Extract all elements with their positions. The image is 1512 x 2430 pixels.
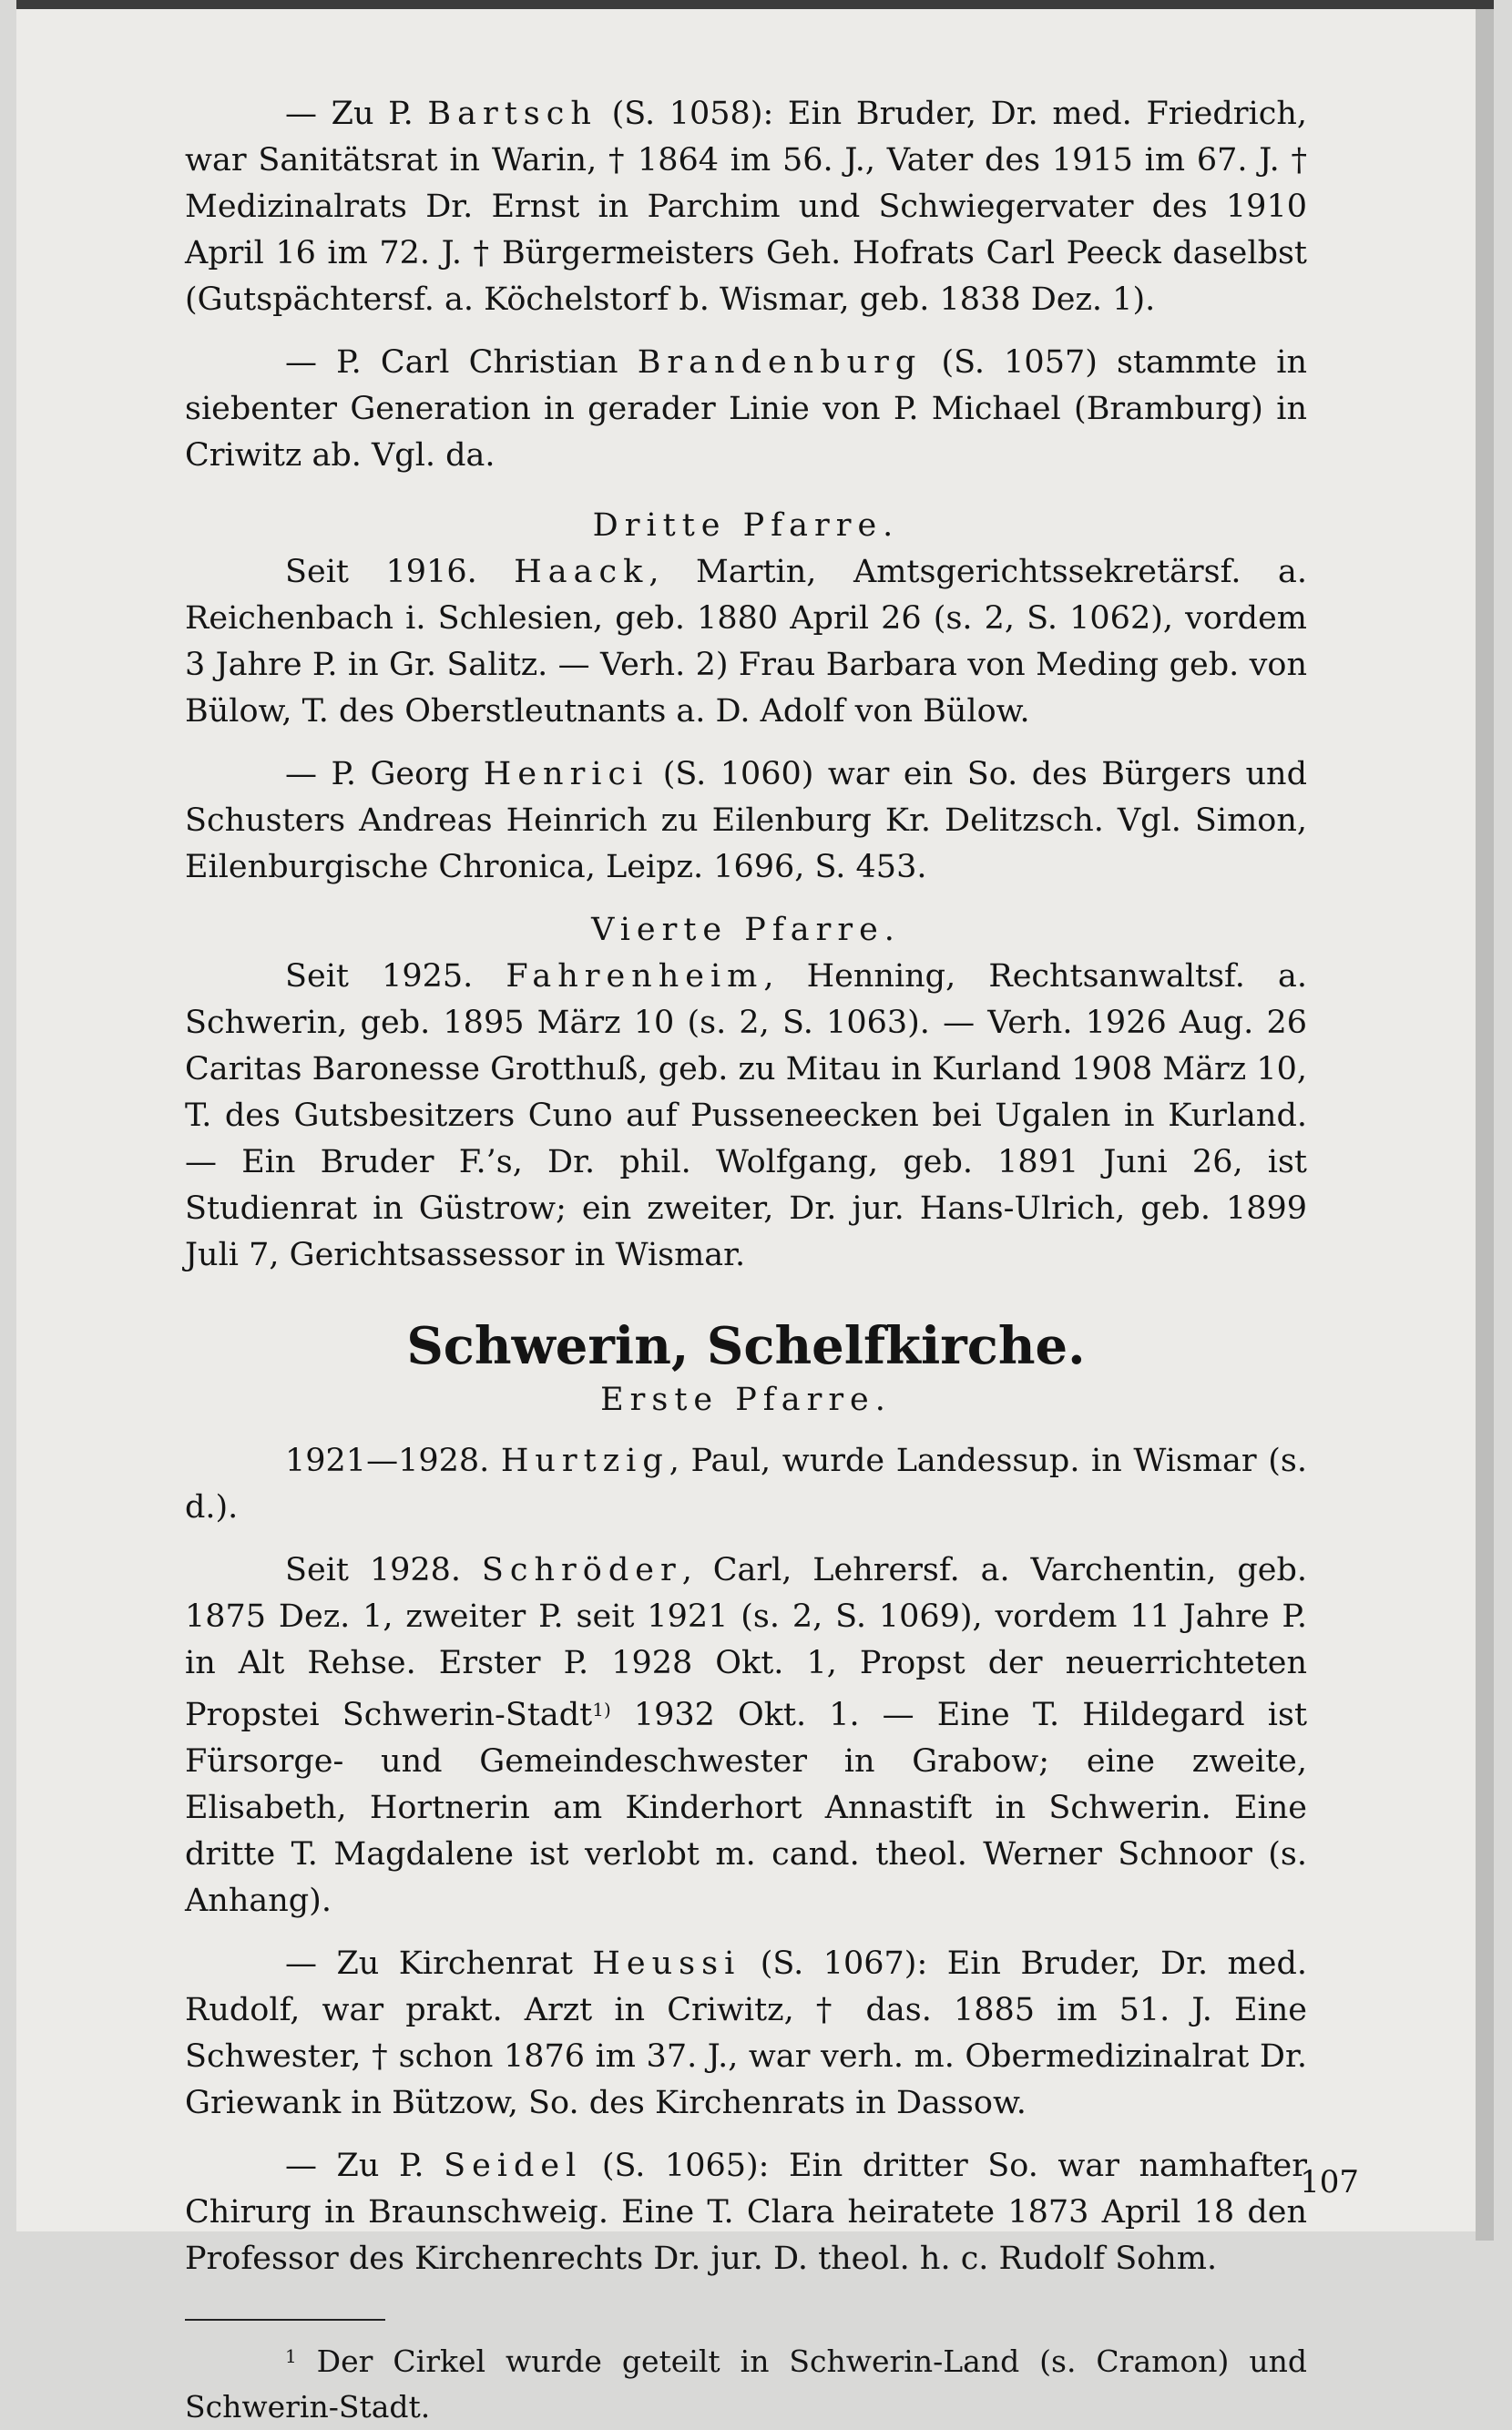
section-heading-dritte: Dritte Pfarre. xyxy=(592,507,900,544)
paragraph-text: (S. 1060) war ein So. des Bürgers und Schusters Andreas Heinrich zu Eilenburg Kr. Delitzsch. Vgl. Simon, Eilenburgische Chronica, Leipz. 1696, S. 453. xyxy=(185,756,1307,885)
paragraph-prefix: Seit 1916. xyxy=(285,554,515,590)
paragraph-prefix: 1921—1928. xyxy=(285,1443,501,1479)
section-title-schwerin: Schwerin, Schelfkirche. xyxy=(406,1316,1086,1376)
person-name: Seidel xyxy=(444,2148,583,2184)
paragraph-text: (S. 1057) stammte in siebenter Generation in gerader Linie von P. Michael (Bramburg) in Criwitz ab. Vgl. da. xyxy=(185,344,1307,474)
paragraph-prefix: — P. Carl Christian xyxy=(285,344,638,381)
footnote-body: Der Cirkel wurde geteilt in Schwerin-Land (s. Cramon) und Schwerin-Stadt. xyxy=(185,2343,1307,2425)
paragraph-text: 1932 Okt. 1. — Eine T. Hildegard ist Fürsorge- und Gemeindeschwester in Grabow; eine zweite, Elisabeth, Hortnerin am Kinderhort Annastift in Schwerin. Eine dritte T. Magdalene ist verlobt m. cand. theol. Werner Schnoor (s. Anhang). xyxy=(185,1697,1308,1919)
footnote xyxy=(185,2333,1307,2430)
paragraph-text: , Henning, Rechtsanwaltsf. a. Schwerin, geb. 1895 März 10 (s. 2, S. 1063). — Verh. 1926 Aug. 26 Caritas Baronesse Grotthuß, geb. zu Mitau in Kurland 1908 März 10, T. des Gutsbesitzers Cuno auf Pusseneecken bei Ugalen in Kurland. — Ein Bruder F.’s, Dr. phil. Wolfgang, geb. 1891 Juni 26, ist Studienrat in Güstrow; ein zweiter, Dr. jur. Hans-Ulrich, geb. 1899 Juli 7, Gerichtsassessor in Wismar. xyxy=(185,958,1307,1273)
section-heading-erste: Erste Pfarre. xyxy=(600,1382,892,1418)
section-heading-vierte: Vierte Pfarre. xyxy=(591,912,901,948)
person-name: Hurtzig xyxy=(500,1443,669,1479)
paragraph-hurtzig xyxy=(185,1438,1307,1531)
book-page xyxy=(16,0,1494,2425)
paragraph-text: (S. 1067): Ein Bruder, Dr. med. Rudolf, war prakt. Arzt in Criwitz, † das. 1885 im 51. J. Eine Schwester, † schon 1876 im 37. J., war verh. m. Obermedizinalrat Dr. Griewank in Bützow, So. des Kirchenrats in Dassow. xyxy=(185,1945,1307,2121)
paragraph-text: , Martin, Amtsgerichtssekretärsf. a. Reichenbach i. Schlesien, geb. 1880 April 26 (s. 2, S. 1062), vordem 3 Jahre P. in Gr. Salitz. — Verh. 2) Frau Barbara von Meding geb. von Bülow, T. des Oberstleutnants a. D. Adolf von Bülow. xyxy=(185,554,1308,730)
person-name: Fahrenheim xyxy=(506,958,764,995)
person-name: Bartsch xyxy=(427,96,598,132)
paragraph-prefix: — Zu Kirchenrat xyxy=(285,1945,593,1982)
paragraph-prefix: — Zu P. xyxy=(285,2148,444,2184)
paragraph-prefix: Seit 1928. xyxy=(285,1552,482,1588)
paragraph-schroeder xyxy=(185,1547,1307,1925)
paragraph-prefix: — Zu P. xyxy=(285,96,428,132)
paragraph-bartsch xyxy=(185,91,1307,323)
person-name: Henrici xyxy=(483,756,649,792)
paragraph-text: (S. 1058): Ein Bruder, Dr. med. Friedrich, war Sanitätsrat in Warin, † 1864 im 56. J., Vater des 1915 im 67. J. † Medizinalrats Dr. Ernst in Parchim und Schwiegervater des 1910 April 16 im 72. J. † Bürgermeisters Geh. Hofrats Carl Peeck daselbst (Gutspächtersf. a. Köchelstorf b. Wismar, geb. 1838 Dez. 1). xyxy=(185,96,1307,318)
footnote-divider xyxy=(185,2319,385,2321)
paragraph-fahrenheim xyxy=(185,954,1307,1279)
paragraph-prefix: Seit 1925. xyxy=(285,958,506,995)
person-name: Schröder xyxy=(481,1552,682,1588)
page-edge xyxy=(1476,9,1494,2241)
paragraph-brandenburg xyxy=(185,340,1307,479)
page-number: 107 xyxy=(1300,2164,1359,2200)
person-name: Haack xyxy=(514,554,649,590)
person-name: Brandenburg xyxy=(637,344,923,381)
paragraph-prefix: — P. Georg xyxy=(285,756,484,792)
paragraph-henrici xyxy=(185,751,1307,891)
paragraph-text: , Carl, Lehrersf. a. Varchentin, geb. 1875 Dez. 1, zweiter P. seit 1921 (s. 2, S. 1069), vordem 11 Jahre P. in Alt Rehse. Erster P. 1928 Okt. 1, Propst der neuerrichteten Propstei Schwerin-Stadt xyxy=(185,1552,1307,1733)
footnote-marker: 1) xyxy=(592,1699,611,1720)
person-name: Heussi xyxy=(592,1945,741,1982)
footnote-number: 1 xyxy=(285,2345,297,2367)
footnote-text xyxy=(185,2333,1307,2430)
page-body xyxy=(185,91,1307,2430)
paragraph-text: , Paul, wurde Landessup. in Wismar (s. d.). xyxy=(185,1443,1307,1526)
paragraph-seidel xyxy=(185,2143,1307,2282)
paragraph-heussi xyxy=(185,1941,1307,2127)
paragraph-haack xyxy=(185,549,1307,735)
paragraph-text: (S. 1065): Ein dritter So. war namhafter Chirurg in Braunschweig. Eine T. Clara heiratete 1873 April 18 den Professor des Kirchenrechts Dr. jur. D. theol. h. c. Rudolf Sohm. xyxy=(185,2148,1307,2277)
